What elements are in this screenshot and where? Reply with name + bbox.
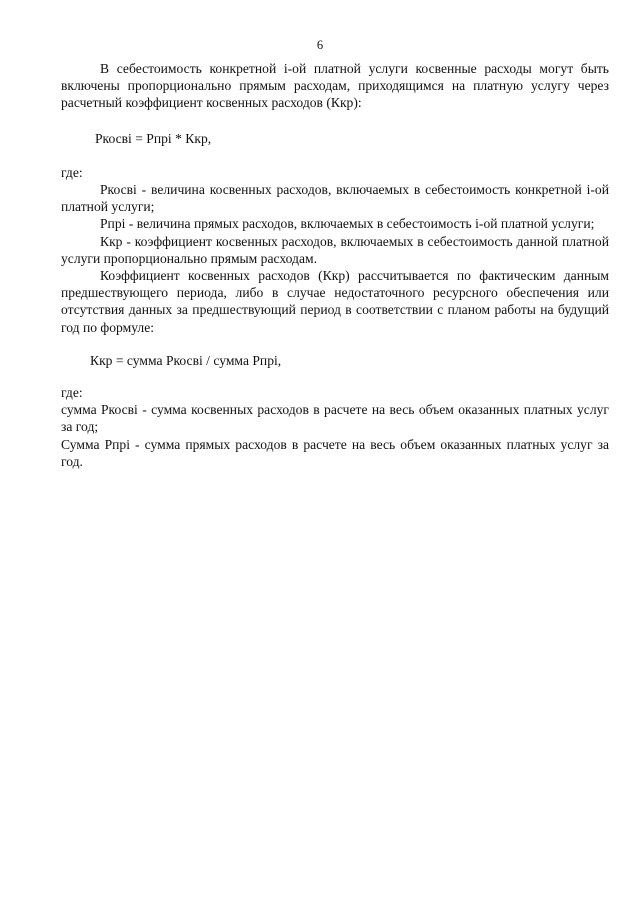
definition-sum-rkosv: сумма Ркосвi - сумма косвенных расходов в расчете на весь объем оказанных платных услуг за год; [61, 402, 609, 435]
spacer [61, 369, 609, 384]
definition-rpr: Рпрi - величина прямых расходов, включаемых в себестоимость i-ой платной услуги; [100, 216, 595, 232]
definition-rkosv: Ркосвi - величина косвенных расходов, включаемых в себестоимость конкретной i-ой платной услуги; [61, 182, 609, 215]
formula-kkr: Ккр = сумма Ркосвi / сумма Рпрi, [90, 352, 282, 368]
spacer [61, 112, 609, 130]
formula-rkosv: Ркосвi = Рпрi * Ккр, [95, 130, 212, 146]
page-number: 6 [316, 38, 324, 52]
where-label: где: [61, 385, 83, 401]
where-label: где: [61, 164, 83, 180]
definition-kkr: Ккр - коэффициент косвенных расходов, включаемых в себестоимость данной платной услуги пропорционально прямым расходам. [61, 233, 609, 266]
document-body [61, 60, 609, 470]
spacer [61, 336, 609, 352]
coefficient-paragraph: Коэффициент косвенных расходов (Ккр) рассчитывается по фактическим данным предшествующего периода, либо в случае недостаточного ресурсного обеспечения или отсутствия данных за предшествующий период в соответствии с планом работы на будущий год по формуле: [61, 268, 609, 335]
spacer [61, 147, 609, 164]
intro-paragraph: В себестоимость конкретной i-ой платной услуги косвенные расходы могут быть включены пропорционально прямым расходам, приходящимся на платную услугу через расчетный коэффициент косвенных расходов (Ккр): [61, 61, 609, 111]
definition-sum-rpr: Сумма Рпрi - сумма прямых расходов в расчете на весь объем оказанных платных услуг за год. [61, 436, 609, 469]
